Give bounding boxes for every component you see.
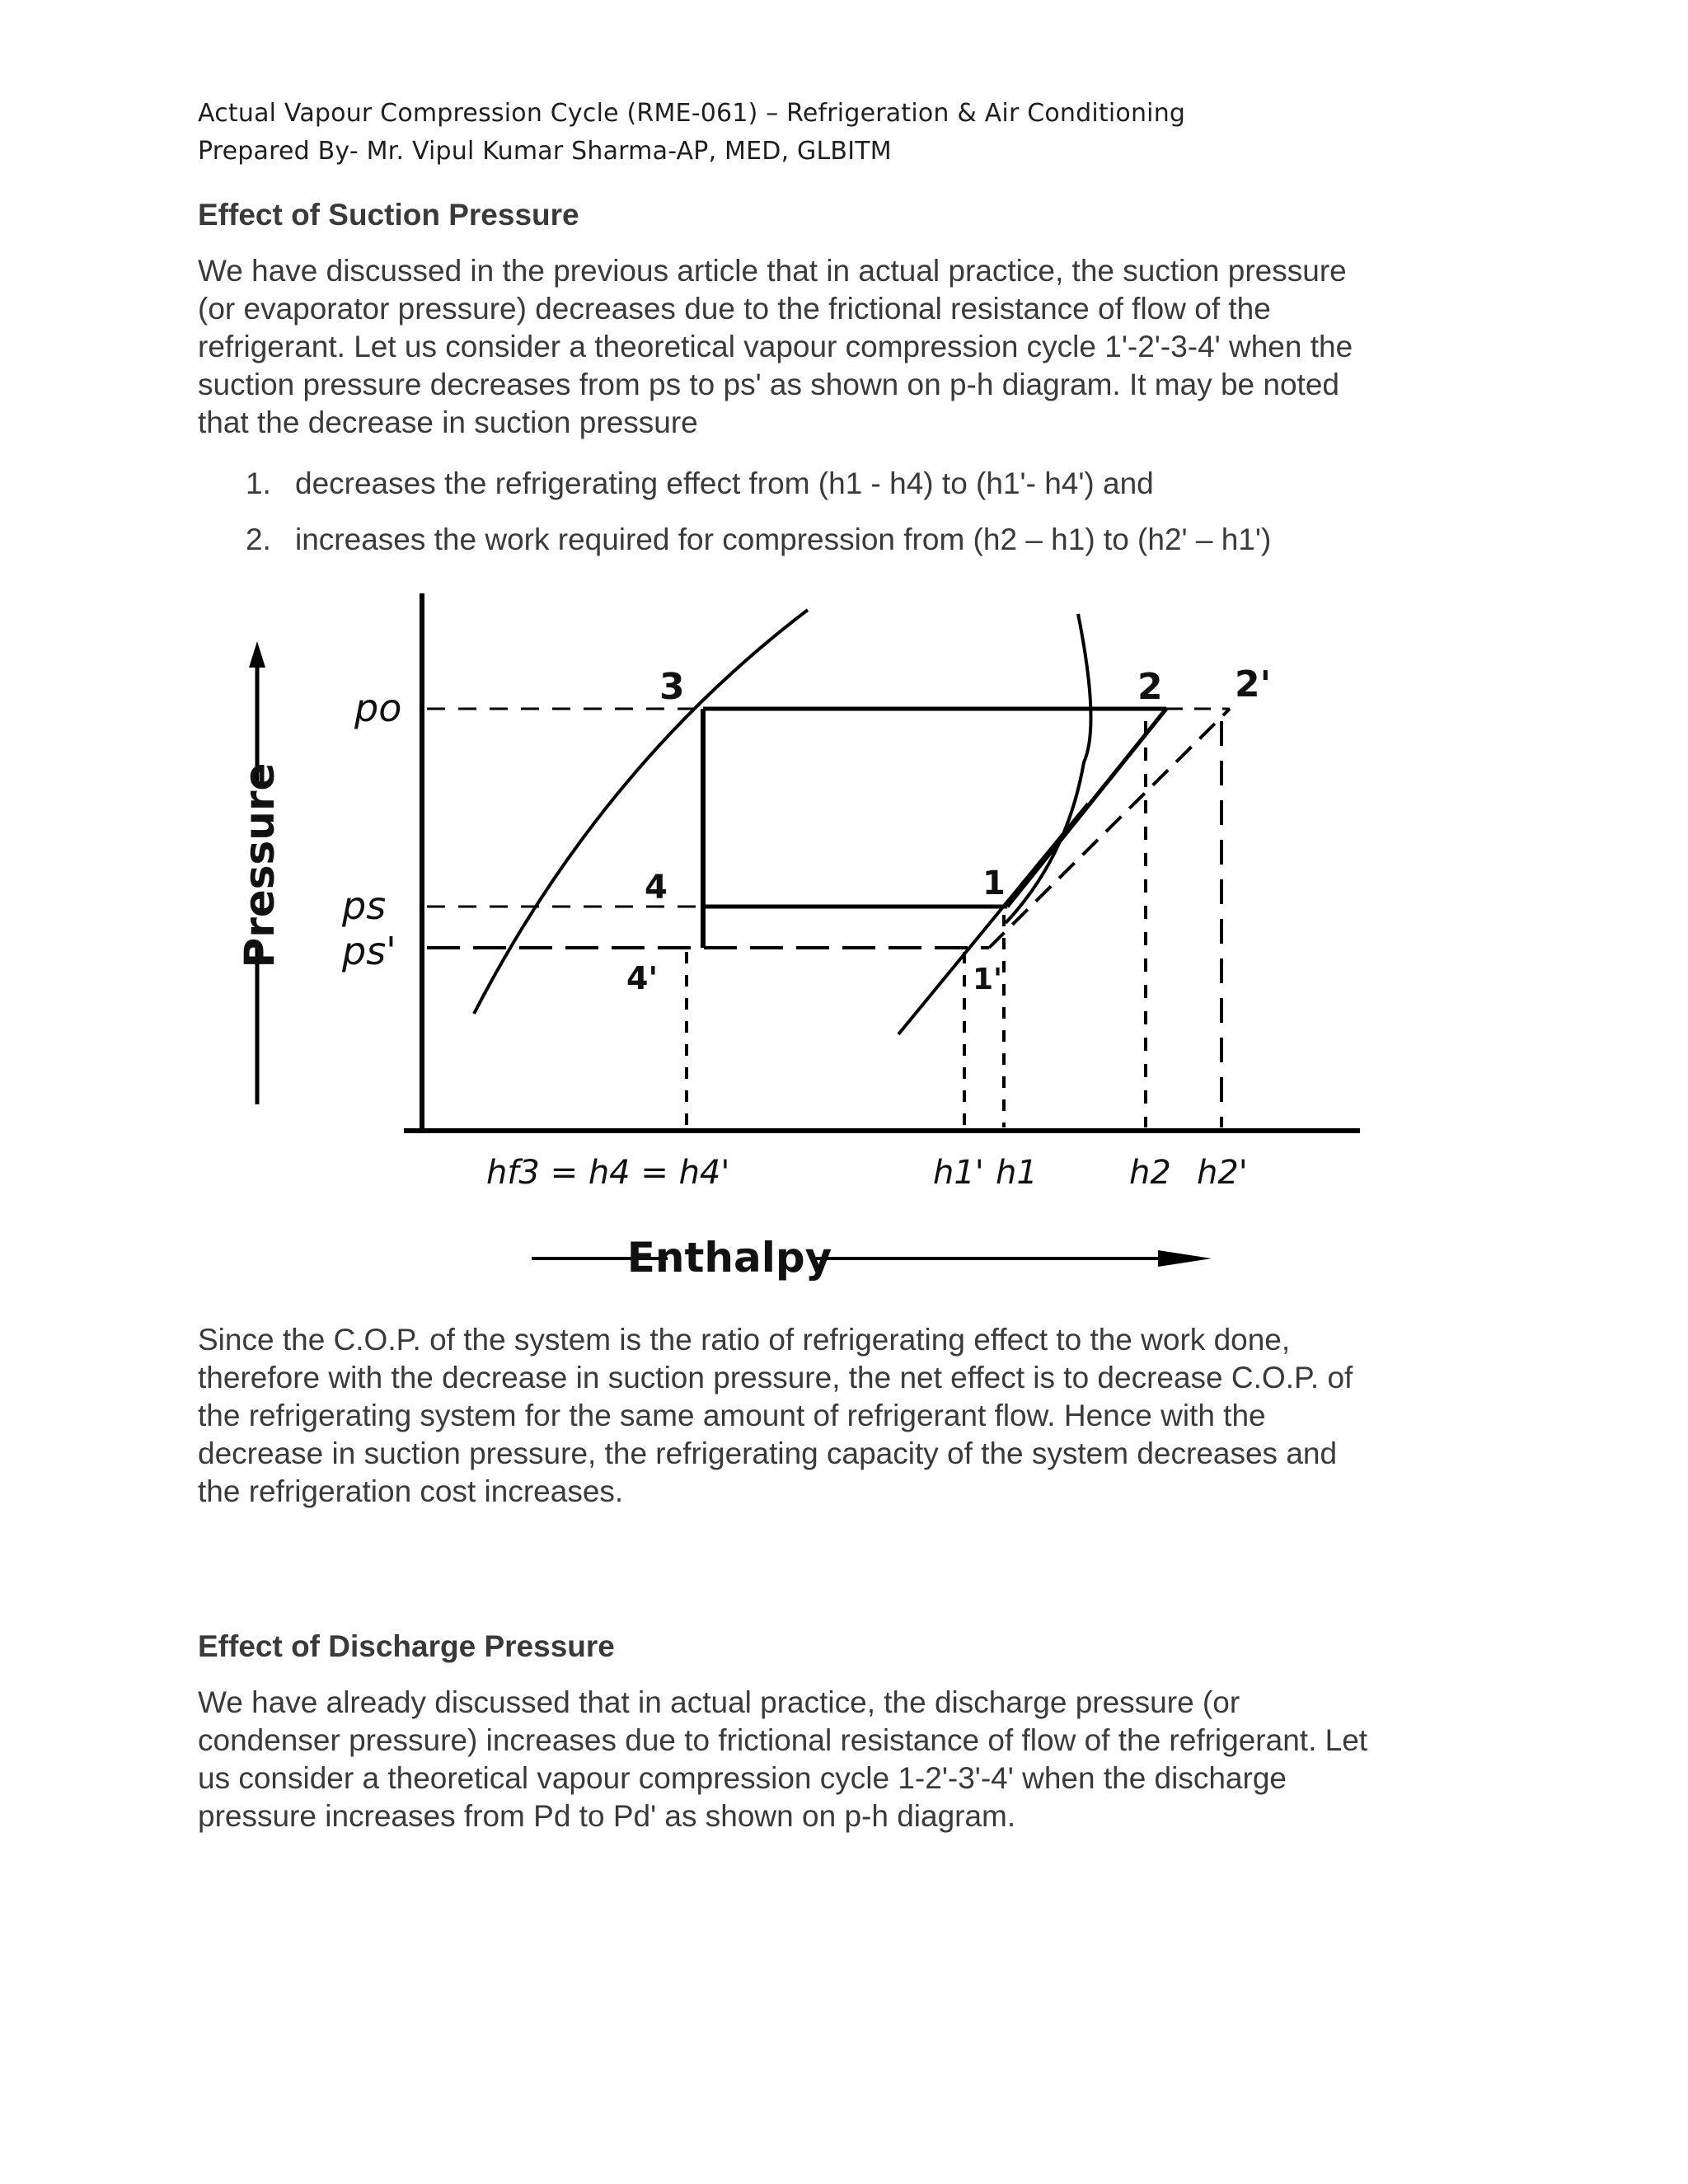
list-number: 2. (246, 523, 271, 556)
enthalpy-arrow-head (1158, 1250, 1212, 1267)
list-item-refrigerating-effect (246, 466, 1154, 501)
ps-label: ps (342, 883, 387, 928)
paragraph-line: us consider a theoretical vapour compression cycle 1-2'-3'-4' when the discharge (198, 1761, 1287, 1795)
point-4-label: 4 (645, 869, 668, 907)
discharge-pressure-paragraph (198, 1684, 1484, 1835)
paragraph-line: We have discussed in the previous article that in actual practice, the suction pressure (198, 254, 1347, 288)
enthalpy-label-h2: h2 (1129, 1154, 1171, 1192)
point-2-label: 2 (1137, 666, 1163, 708)
compression-line-1-2 (1007, 709, 1166, 907)
enthalpy-label-h2-prime: h2' (1197, 1154, 1248, 1192)
section-heading-discharge-pressure: Effect of Discharge Pressure (198, 1629, 615, 1663)
list-item-compression-work (246, 523, 1271, 557)
pressure-axis-arrow-head (249, 641, 265, 668)
paragraph-line: Since the C.O.P. of the system is the ratio of refrigerating effect to the work done, (198, 1323, 1291, 1357)
point-1-label: 1 (982, 865, 1006, 902)
document-header-course: Actual Vapour Compression Cycle (RME-061) – Refrigeration & Air Conditioning (198, 99, 1186, 128)
paragraph-line: decrease in suction pressure, the refrigerating capacity of the system decreases and (198, 1436, 1338, 1470)
ps-prime-label: ps' (342, 929, 396, 973)
enthalpy-label-liquid: hf3 = h4 = h4' (486, 1154, 730, 1192)
enthalpy-label-h1: h1 (996, 1154, 1038, 1192)
paragraph-line: pressure increases from Pd to Pd' as shown on p-h diagram. (198, 1799, 1016, 1833)
suction-pressure-intro-paragraph (198, 252, 1484, 442)
paragraph-line: suction pressure decreases from ps to ps' as shown on p-h diagram. It may be noted (198, 368, 1339, 401)
paragraph-line: that the decrease in suction pressure (198, 405, 698, 439)
paragraph-line: therefore with the decrease in suction pressure, the net effect is to decrease C.O.P. of (198, 1361, 1353, 1394)
compression-line-1-prime-2-prime (989, 709, 1230, 948)
paragraph-line: the refrigerating system for the same amount of refrigerant flow. Hence with the (198, 1399, 1266, 1432)
enthalpy-label-h1-prime: h1' (933, 1154, 984, 1192)
suction-pressure-conclusion-paragraph (198, 1321, 1484, 1511)
paragraph-line: condenser pressure) increases due to frictional resistance of flow of the refrigerant. Let (198, 1723, 1368, 1757)
paragraph-line: We have already discussed that in actual practice, the discharge pressure (or (198, 1685, 1240, 1719)
po-label: po (354, 686, 402, 730)
point-4-prime-label: 4' (626, 960, 659, 996)
list-text: decreases the refrigerating effect from (h1 - h4) to (h1'- h4') and (295, 466, 1154, 500)
list-number: 1. (246, 466, 271, 500)
point-1-prime-label: 1' (973, 963, 1003, 996)
saturated-liquid-curve (474, 610, 808, 1014)
isentropic-line-through-1-prime (898, 804, 1088, 1034)
enthalpy-axis-label: Enthalpy (626, 1234, 832, 1282)
pressure-enthalpy-diagram (190, 577, 1409, 1302)
saturated-vapour-curve (1006, 614, 1091, 923)
point-3-label: 3 (659, 666, 685, 708)
paragraph-line: (or evaporator pressure) decreases due to the frictional resistance of flow of the (198, 292, 1271, 326)
list-text: increases the work required for compression from (h2 – h1) to (h2' – h1') (295, 523, 1272, 556)
paragraph-line: the refrigeration cost increases. (198, 1474, 624, 1508)
point-2-prime-label: 2' (1235, 663, 1272, 705)
document-header-author: Prepared By- Mr. Vipul Kumar Sharma-AP, MED, GLBITM (198, 137, 892, 166)
pressure-axis-label: Pressure (236, 762, 284, 968)
paragraph-line: refrigerant. Let us consider a theoretical vapour compression cycle 1'-2'-3-4' when the (198, 330, 1353, 363)
section-heading-suction-pressure: Effect of Suction Pressure (198, 198, 579, 232)
